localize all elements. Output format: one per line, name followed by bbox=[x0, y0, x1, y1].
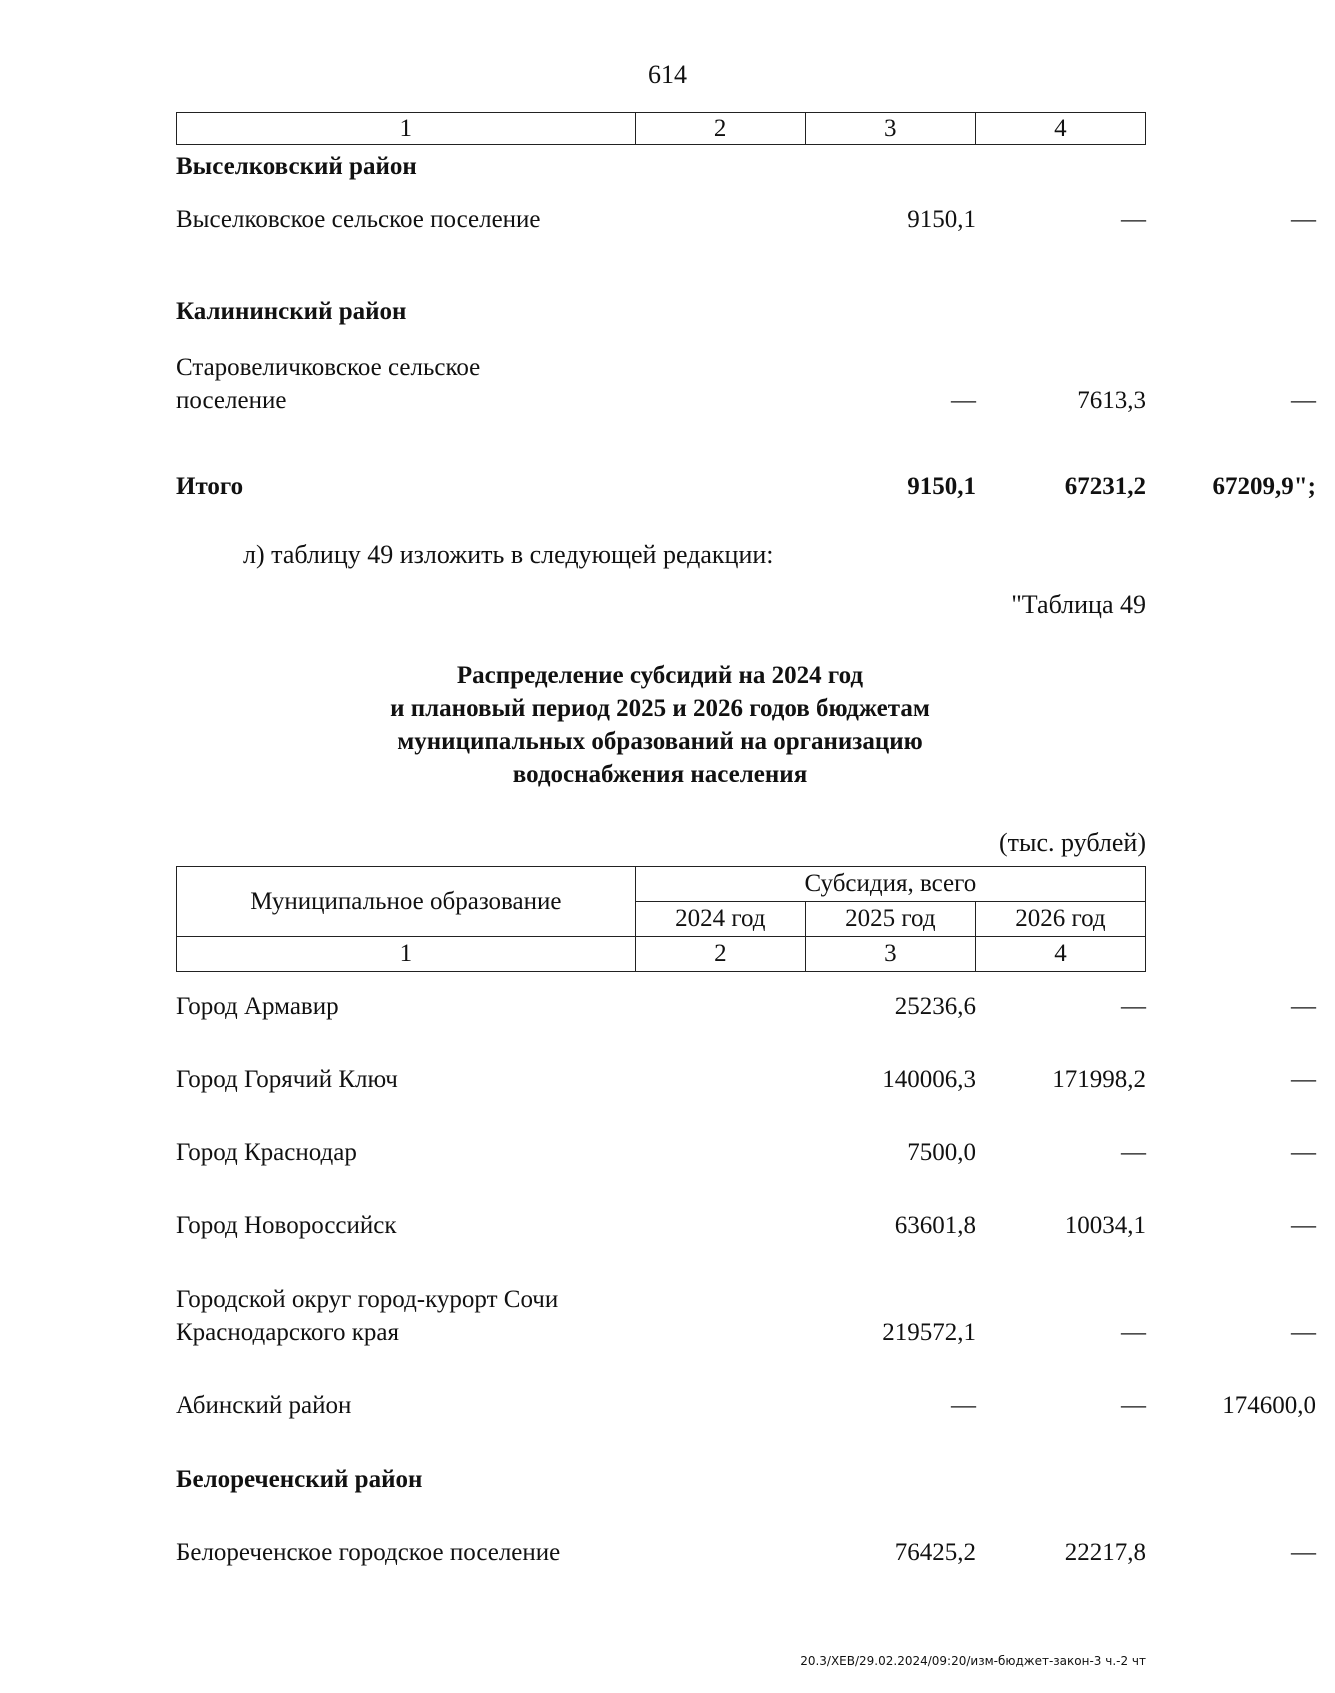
row-name: Итого bbox=[176, 473, 244, 500]
row-name: Краснодарского края bbox=[176, 1319, 399, 1346]
row-name: Выселковский район bbox=[176, 153, 417, 180]
row-name: Город Армавир bbox=[176, 993, 339, 1020]
row-name: Выселковское сельское поселение bbox=[176, 206, 541, 233]
row-value-2024: 25236,6 bbox=[894, 993, 976, 1020]
header-num-3: 3 bbox=[805, 937, 975, 972]
row-name: Город Новороссийск bbox=[176, 1212, 397, 1239]
table-label: "Таблица 49 bbox=[1011, 590, 1146, 619]
row-value-2026: — bbox=[1291, 1139, 1316, 1166]
header-col-1: 1 bbox=[177, 113, 636, 145]
row-name: Белореченский район bbox=[176, 1466, 423, 1493]
row-value-2025: — bbox=[1121, 993, 1146, 1020]
row-value-2025: 67231,2 bbox=[1064, 473, 1146, 500]
row-value-2024: 140006,3 bbox=[882, 1066, 976, 1093]
row-value-2025: 10034,1 bbox=[1064, 1212, 1146, 1239]
table-title bbox=[0, 659, 1320, 791]
header-year-2024: 2024 год bbox=[635, 902, 805, 937]
row-value-2024: 7500,0 bbox=[907, 1139, 976, 1166]
table49-header bbox=[176, 866, 1146, 972]
header-year-2025: 2025 год bbox=[805, 902, 975, 937]
row-value-2026: — bbox=[1291, 206, 1316, 233]
row-name: Абинский район bbox=[176, 1392, 352, 1419]
row-value-2026: — bbox=[1291, 1319, 1316, 1346]
row-value-2026: 67209,9"; bbox=[1212, 473, 1316, 500]
row-value-2025: — bbox=[1121, 1139, 1146, 1166]
header-col-2: 2 bbox=[635, 113, 805, 145]
row-value-2026: — bbox=[1291, 387, 1316, 414]
footer-stamp: 20.3/ХЕВ/29.02.2024/09:20/изм-бюджет-закон-3 ч.-2 чт bbox=[800, 1654, 1146, 1668]
row-value-2025: — bbox=[1121, 1392, 1146, 1419]
header-year-2026: 2026 год bbox=[975, 902, 1145, 937]
top-table-header bbox=[176, 112, 1146, 145]
row-name: Калининский район bbox=[176, 298, 407, 325]
row-value-2024: 9150,1 bbox=[907, 473, 976, 500]
row-value-2026: — bbox=[1291, 1539, 1316, 1566]
row-name-line1: Городской округ город-курорт Сочи bbox=[176, 1286, 559, 1313]
row-value-2025: 7613,3 bbox=[1077, 387, 1146, 414]
header-num-1: 1 bbox=[177, 937, 636, 972]
row-value-2025: — bbox=[1121, 206, 1146, 233]
header-municipality: Муниципальное образование bbox=[177, 867, 636, 937]
row-value-2024: 76425,2 bbox=[894, 1539, 976, 1566]
page-number: 614 bbox=[648, 60, 687, 89]
row-name: Город Горячий Ключ bbox=[176, 1066, 398, 1093]
row-name-line1: Старовеличковское сельское bbox=[176, 354, 481, 381]
title-line: водоснабжения населения bbox=[512, 761, 808, 788]
amendment-paragraph: л) таблицу 49 изложить в следующей редакции: bbox=[243, 540, 774, 569]
units-label: (тыс. рублей) bbox=[998, 828, 1146, 857]
row-value-2024: 63601,8 bbox=[894, 1212, 976, 1239]
row-value-2024: — bbox=[951, 1392, 976, 1419]
row-value-2024: 9150,1 bbox=[907, 206, 976, 233]
header-subsidy-group: Субсидия, всего bbox=[635, 867, 1145, 902]
row-value-2026: 174600,0 bbox=[1222, 1392, 1316, 1419]
row-value-2026: — bbox=[1291, 1066, 1316, 1093]
title-line: муниципальных образований на организацию bbox=[397, 728, 923, 755]
header-col-3: 3 bbox=[805, 113, 975, 145]
row-value-2024: 219572,1 bbox=[882, 1319, 976, 1346]
row-value-2025: 22217,8 bbox=[1064, 1539, 1146, 1566]
row-name: поселение bbox=[176, 387, 287, 414]
row-value-2024: — bbox=[951, 387, 976, 414]
header-col-4: 4 bbox=[975, 113, 1145, 145]
row-value-2026: — bbox=[1291, 993, 1316, 1020]
title-line: и плановый период 2025 и 2026 годов бюджетам bbox=[390, 695, 930, 722]
title-line: Распределение субсидий на 2024 год bbox=[456, 662, 864, 689]
row-value-2025: 171998,2 bbox=[1052, 1066, 1146, 1093]
row-name: Город Краснодар bbox=[176, 1139, 357, 1166]
row-name: Белореченское городское поселение bbox=[176, 1539, 561, 1566]
row-value-2026: — bbox=[1291, 1212, 1316, 1239]
header-num-4: 4 bbox=[975, 937, 1145, 972]
header-num-2: 2 bbox=[635, 937, 805, 972]
row-value-2025: — bbox=[1121, 1319, 1146, 1346]
